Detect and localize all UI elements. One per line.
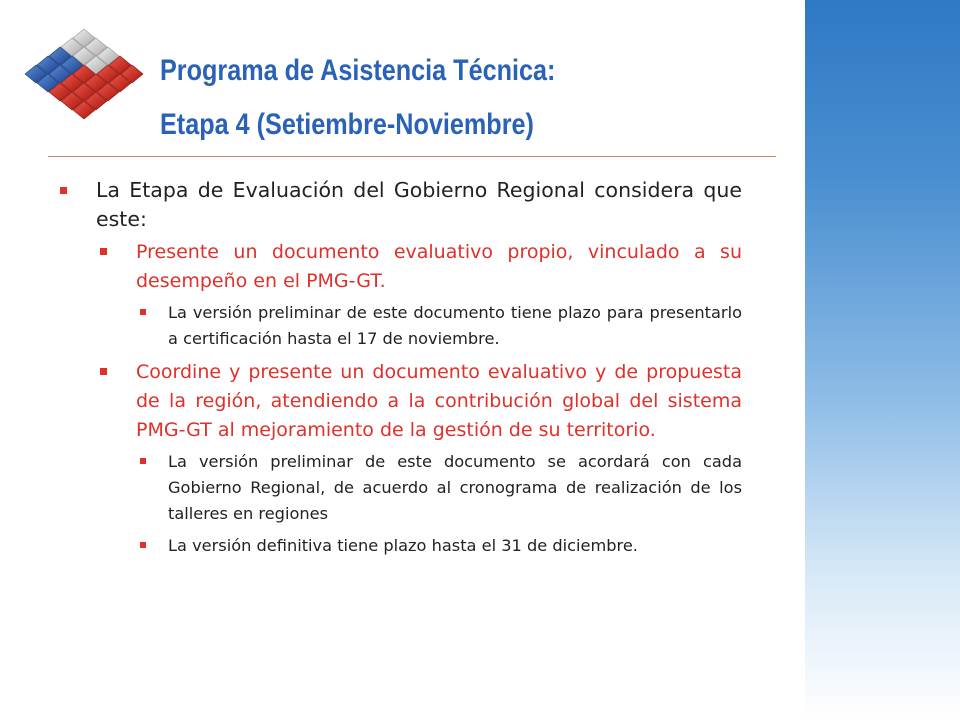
title-line-2: Etapa 4 (Setiembre-Noviembre): [160, 108, 534, 141]
bullet-level-3: [140, 449, 742, 527]
bullet-text: Coordine y presente un documento evaluativo y de propuesta de la región, atendiendo a la contribución global del sistema PMG-GT al mejoramiento de la gestión de su territorio.: [136, 361, 742, 441]
square-bullet-icon: [140, 542, 146, 548]
square-bullet-icon: [140, 458, 146, 464]
cube-mosaic-logo: [22, 28, 146, 128]
square-bullet-icon: [60, 187, 67, 194]
bullet-level-1: [60, 176, 742, 234]
bullet-text: La Etapa de Evaluación del Gobierno Regional considera que este:: [96, 178, 742, 231]
bullet-text: La versión preliminar de este documento tiene plazo para presentarlo a certificación hasta el 17 de noviembre.: [168, 303, 742, 348]
square-bullet-icon: [100, 248, 107, 255]
title-line-1: Programa de Asistencia Técnica:: [160, 54, 556, 87]
square-bullet-icon: [140, 309, 146, 315]
title-divider: [48, 156, 776, 157]
bullet-level-3: [140, 533, 742, 559]
bullet-level-2: [100, 358, 742, 445]
bullet-text: Presente un documento evaluativo propio, vinculado a su desempeño en el PMG-GT.: [136, 241, 742, 292]
slide-title: [160, 44, 681, 152]
side-gradient-band: [805, 0, 960, 720]
bullet-text: La versión definitiva tiene plazo hasta el 31 de diciembre.: [168, 536, 638, 555]
square-bullet-icon: [100, 368, 107, 375]
bullet-text: La versión preliminar de este documento se acordará con cada Gobierno Regional, de acuerdo al cronograma de realización de los talleres en regiones: [168, 452, 742, 523]
bullet-level-2: [100, 238, 742, 296]
slide-body: [60, 170, 742, 565]
bullet-level-3: [140, 300, 742, 352]
